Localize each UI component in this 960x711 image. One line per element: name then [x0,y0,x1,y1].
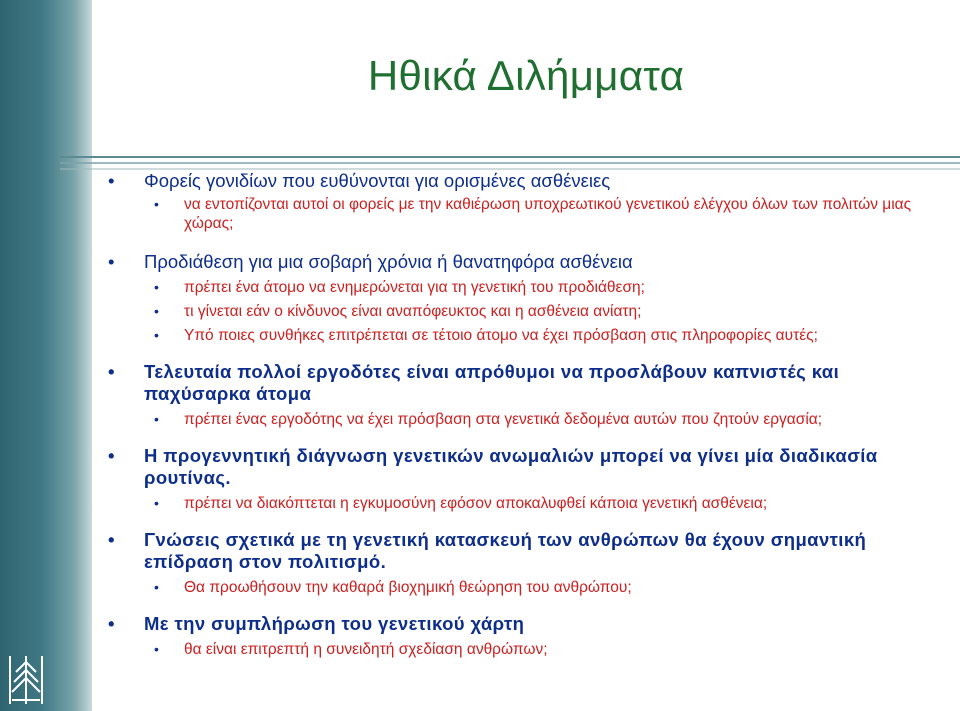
bullet-dot-icon: • [108,445,115,466]
main-bullet: • Με την συμπλήρωση του γενετικού χάρτη [108,613,525,634]
main-bullet: • Φορείς γονιδίων που ευθύνονται για ορισμένες ασθένειες [108,170,611,191]
sub-bullet: • να εντοπίζονται αυτοί οι φορείς με την καθιέρωση υποχρεωτικού γενετικού ελέγχου όλων των πολιτών μιας χώρας; [154,196,912,232]
bullet-group [108,613,928,659]
main-bullet: • Η προγεννητική διάγνωση γενετικών ανωμαλιών μπορεί να γίνει μία διαδικασία ρουτίνας. [108,445,878,488]
bullet-dot-icon: • [108,361,115,382]
main-bullet: • Τελευταία πολλοί εργοδότες είναι απρόθυμοι να προσλάβουν καπνιστές και παχύσαρκα άτομα [108,361,840,404]
sub-bullet: • Θα προωθήσουν την καθαρά βιοχημική θεώρηση του ανθρώπου; [154,579,632,596]
main-bullet: • Γνώσεις σχετικά με τη γενετική κατασκευή των ανθρώπων θα έχουν σημαντική επίδραση στον πολιτισμό. [108,529,867,572]
bullet-group [108,361,928,429]
title-divider [60,150,960,172]
bullet-group [108,529,928,597]
university-logo-icon [6,652,46,708]
sub-bullet: • τι γίνεται εάν ο κίνδυνος είναι αναπόφευκτος και η ασθένεια ανίατη; [154,303,642,320]
bullet-group [108,251,928,345]
bullet-dot-icon: • [108,529,115,550]
bullet-list [108,170,928,659]
sub-bullet: • Υπό ποιες συνθήκες επιτρέπεται σε τέτοιο άτομο να έχει πρόσβαση στις πληροφορίες αυτές; [154,327,818,344]
bullet-group [108,445,928,513]
sub-bullet: • πρέπει ένα άτομο να ενημερώνεται για τη γενετική του προδιάθεση; [154,279,645,296]
bullet-dot-icon: • [154,579,159,595]
sub-bullet: • θα είναι επιτρεπτή η συνειδητή σχεδίαση ανθρώπων; [154,641,548,658]
bullet-dot-icon: • [108,251,115,272]
bullet-dot-icon: • [154,279,159,295]
bullet-dot-icon: • [154,495,159,511]
bullet-dot-icon: • [108,170,115,191]
bullet-dot-icon: • [154,303,159,319]
main-bullet: • Προδιάθεση για μια σοβαρή χρόνια ή θανατηφόρα ασθένεια [108,251,633,272]
bullet-group [108,170,928,233]
bullet-dot-icon: • [154,196,159,212]
sidebar-band [0,0,92,711]
slide-title: Ηθικά Διλήμματα [367,52,685,99]
sub-bullet: • πρέπει ένας εργοδότης να έχει πρόσβαση στα γενετικά δεδομένα αυτών που ζητούν εργασία; [154,411,823,428]
sub-bullet: • πρέπει να διακόπτεται η εγκυμοσύνη εφόσον αποκαλυφθεί κάποια γενετική ασθένεια; [154,495,768,512]
bullet-dot-icon: • [108,613,115,634]
bullet-dot-icon: • [154,411,159,427]
bullet-dot-icon: • [154,327,159,343]
bullet-dot-icon: • [154,641,159,657]
